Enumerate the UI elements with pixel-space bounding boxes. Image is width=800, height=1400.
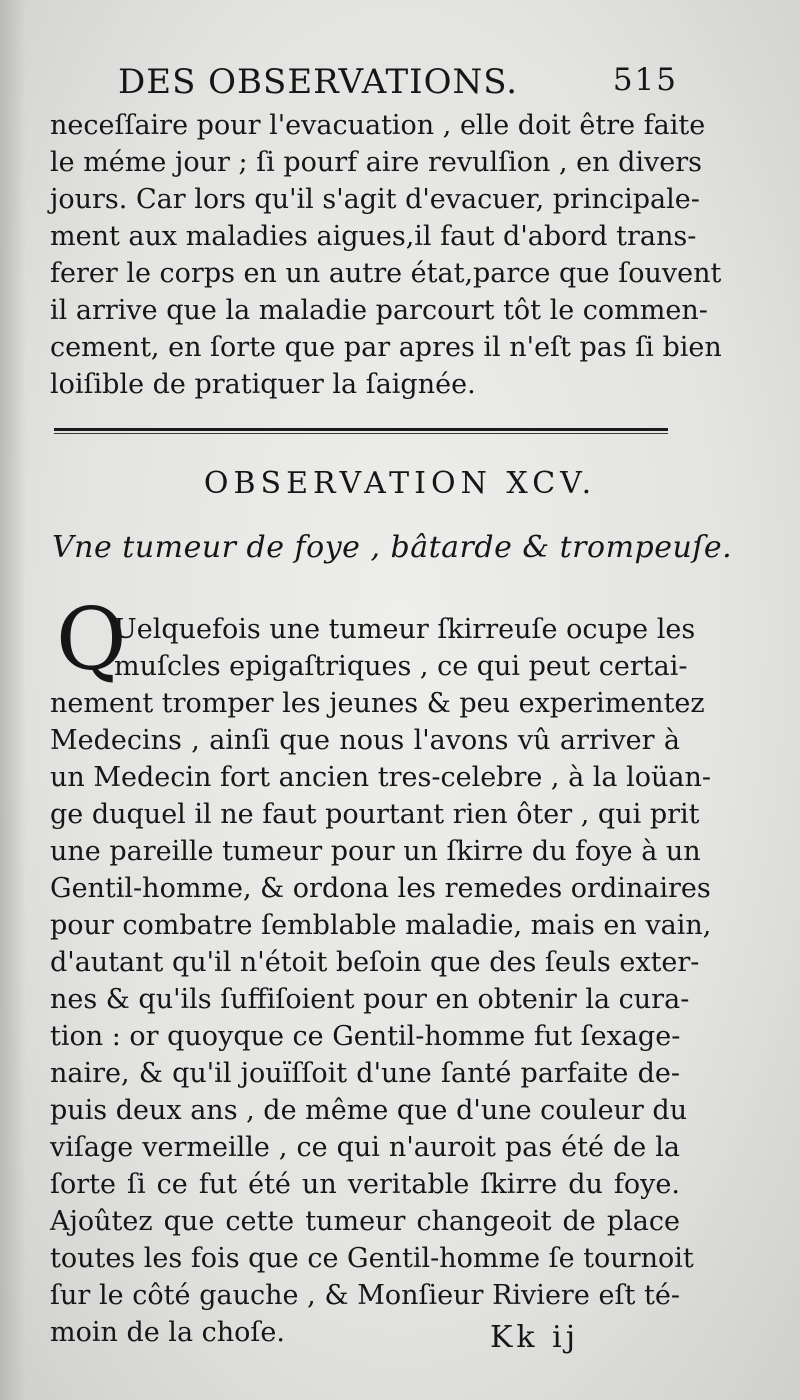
text-line: Ajoûtez que cette tumeur changeoit de place [50,1206,680,1237]
text-line: muſcles epigaſtriques , ce qui peut certai- [114,651,688,682]
text-line: naire, & qu'il jouïſſoit d'une ſanté parfaite de- [50,1058,680,1089]
divider-rule [54,428,668,431]
text-line: neceſſaire pour l'evacuation , elle doit être faite [50,110,706,141]
text-line: tion : or quoyque ce Gentil-homme fut ſexage- [50,1021,681,1052]
text-line: ſur le côté gauche , & Monſieur Riviere eſt té- [50,1280,680,1311]
page-number: 515 [612,62,678,98]
text-line: il arrive que la maladie parcourt tôt le commen- [50,295,708,326]
text-line: un Medecin fort ancien tres-celebre , à la loüan- [50,762,711,793]
text-line: nement tromper les jeunes & peu experimentez [50,688,705,719]
text-line: viſage vermeille , ce qui n'auroit pas été de la [50,1132,680,1163]
text-line: ſorte ſi ce fut été un veritable ſkirre du foye. [50,1169,680,1200]
drop-cap: Q [56,590,127,690]
observation-subtitle: Vne tumeur de foye , bâtarde & trompeuſe. [52,530,733,565]
ornamental-divider [54,424,668,436]
text-line: nes & qu'ils ſuffiſoient pour en obtenir la cura- [50,984,690,1015]
text-line: moin de la choſe. [50,1317,285,1348]
text-line: pour combatre ſemblable maladie, mais en vain, [50,910,712,941]
text-line: Uelquefois une tumeur ſkirreuſe ocupe les [114,614,696,645]
text-line: d'autant qu'il n'étoit beſoin que des ſeuls exter- [50,947,700,978]
text-line: le méme jour ; ſi pourf aire revulſion , en divers [50,147,702,178]
continued-paragraph [50,107,722,403]
text-line: cement, en ſorte que par apres il n'eſt pas ſi bien [50,332,722,363]
text-line: Gentil-homme, & ordona les remedes ordinaires [50,873,711,904]
signature-mark: Kk ij [490,1320,580,1355]
divider-rule-thin [54,433,668,434]
page-gutter-shadow [0,0,26,1400]
text-line: ge duquel il ne faut pourtant rien ôter , qui prit [50,799,700,830]
page-header [58,62,678,112]
text-line: ment aux maladies aigues,il faut d'abord trans- [50,221,697,252]
text-line: toutes les fois que ce Gentil-homme ſe tournoit [50,1243,694,1274]
text-line: Medecins , ainſi que nous l'avons vû arriver à [50,725,680,756]
observation-body [50,611,712,1351]
text-line: loiſible de pratiquer la ſaignée. [50,369,476,400]
text-line: une pareille tumeur pour un ſkirre du foye à un [50,836,701,867]
text-line: jours. Car lors qu'il s'agit d'evacuer, principale- [50,184,700,215]
text-line: ferer le corps en un autre état,parce que ſouvent [50,258,722,289]
observation-title: OBSERVATION XCV. [203,466,597,501]
running-head: DES OBSERVATIONS. [118,62,519,102]
text-line: puis deux ans , de même que d'une couleur du [50,1095,688,1126]
